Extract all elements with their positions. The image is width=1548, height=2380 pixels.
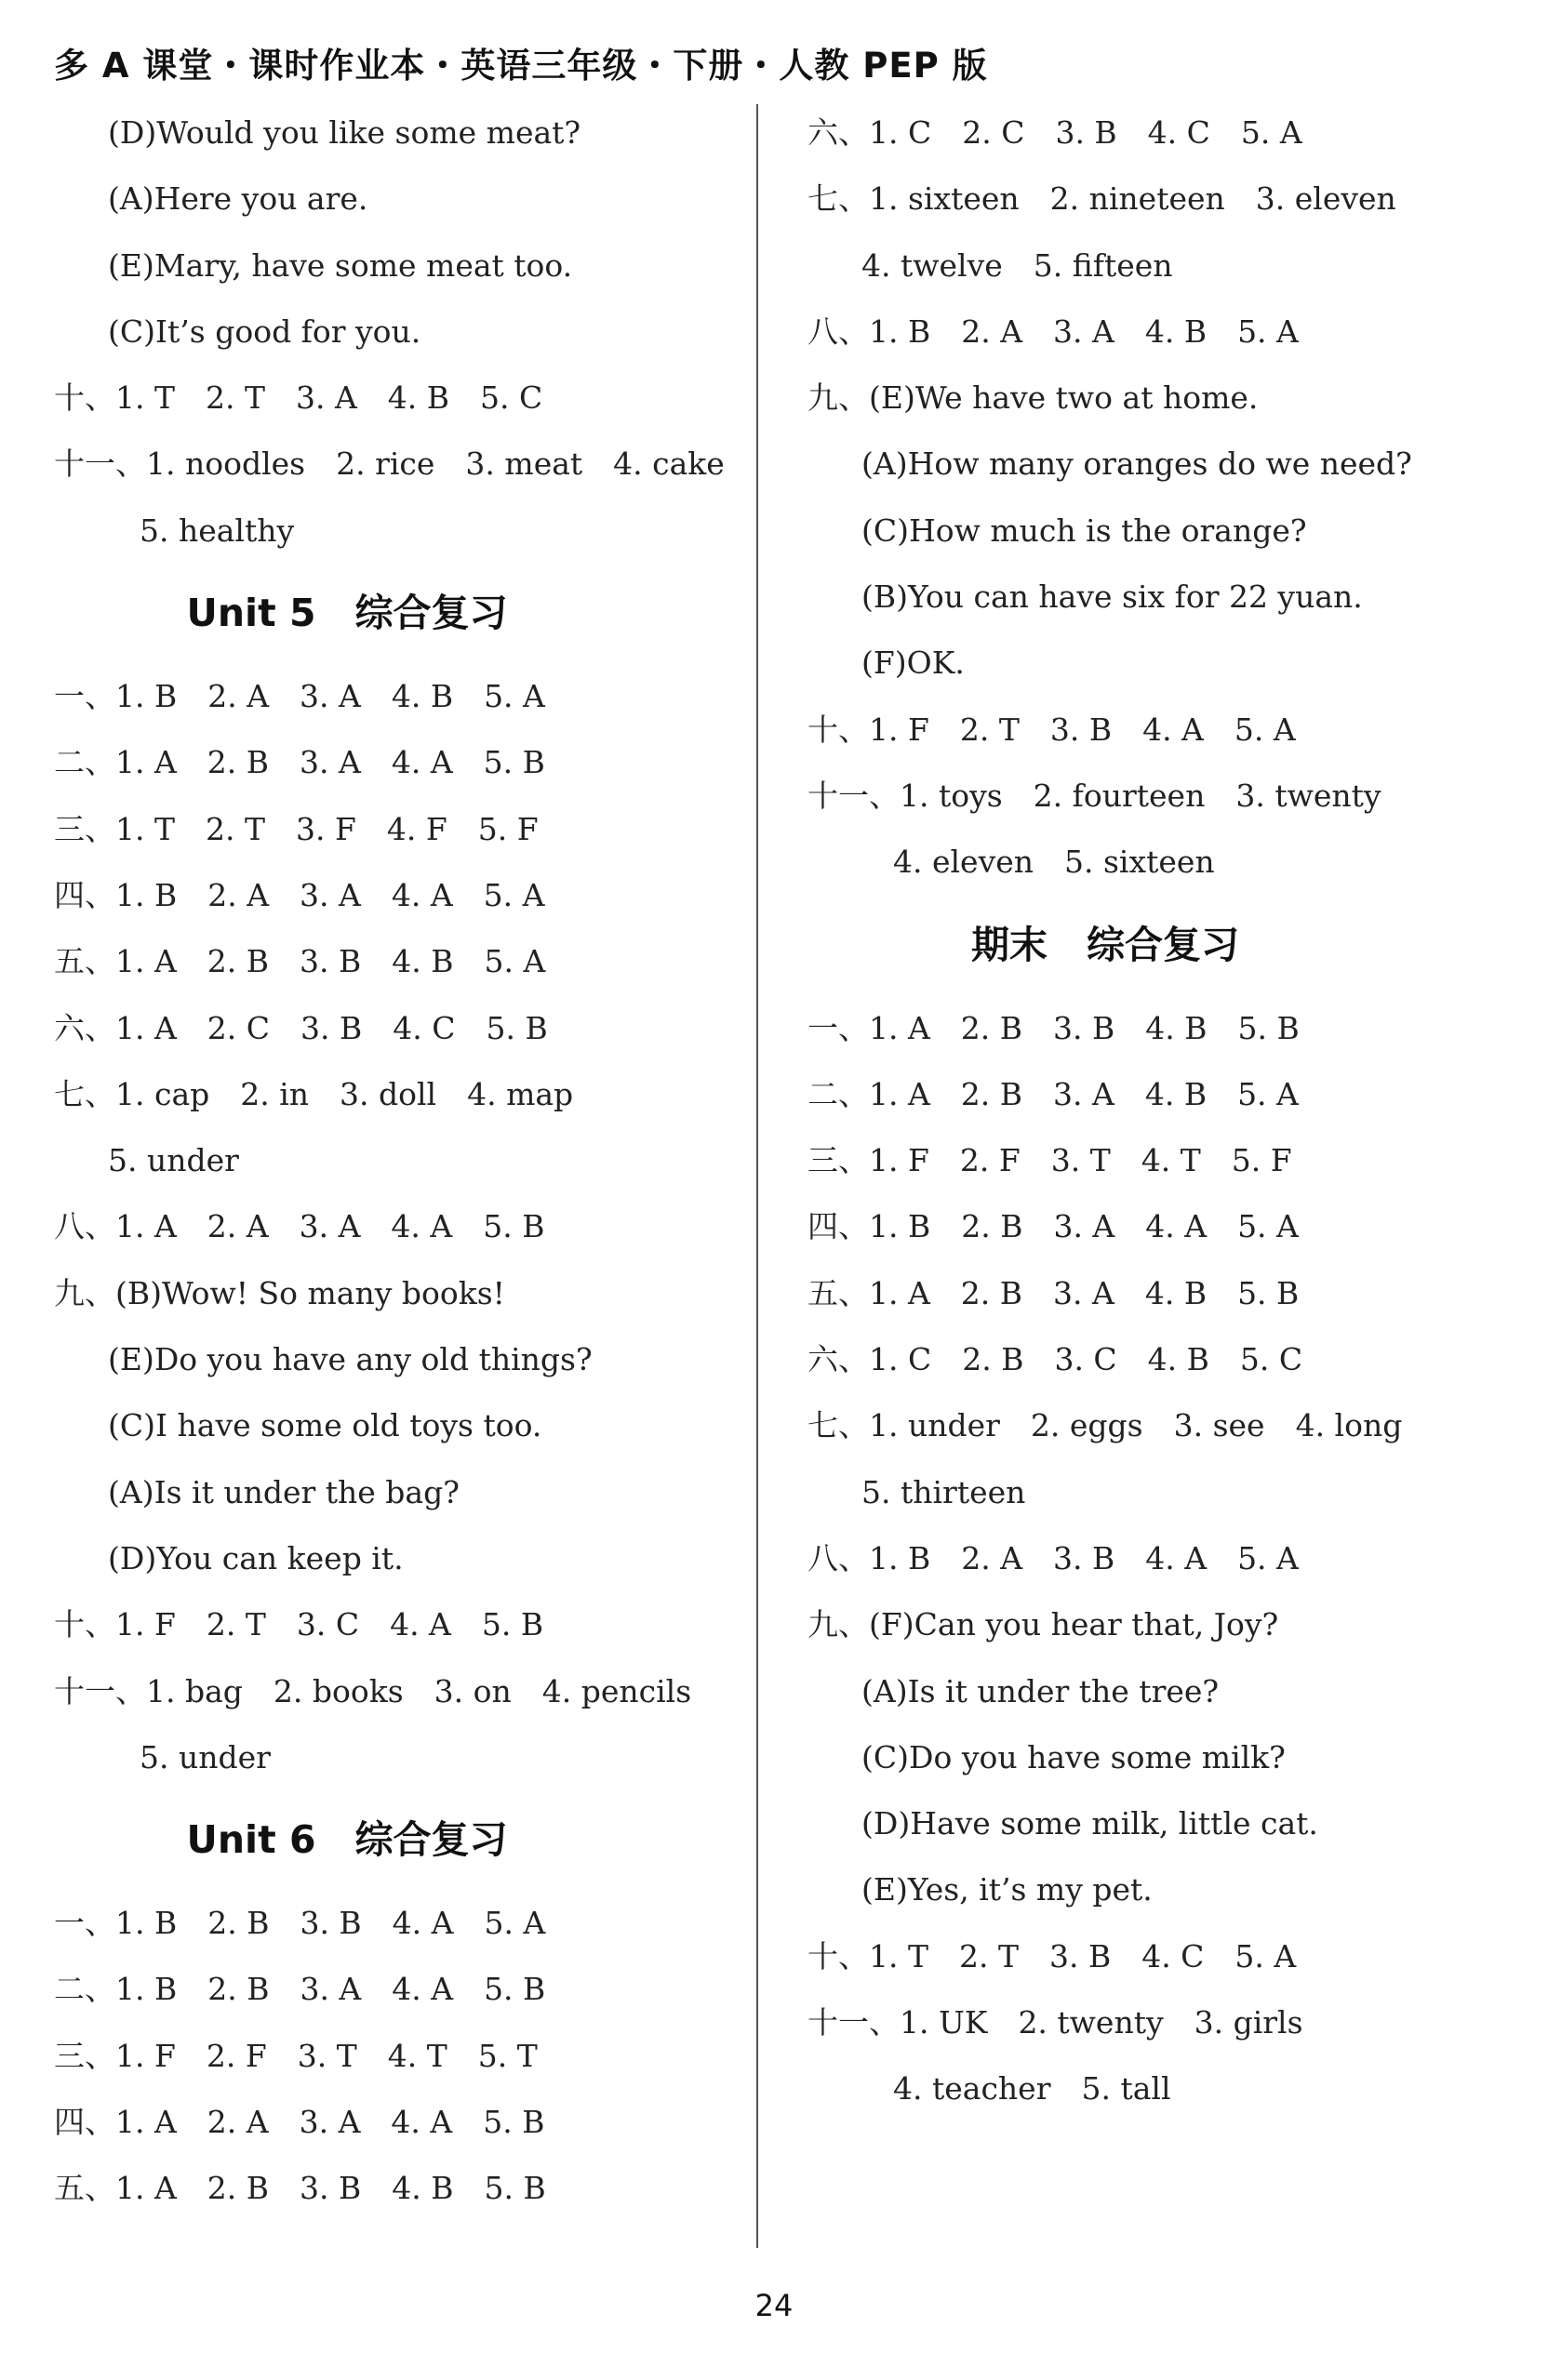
answer-line: 5. thirteen (861, 1473, 1026, 1510)
answer-line: 八、1. B 2. A 3. B 4. A 5. A (807, 1539, 1299, 1576)
answer-line: 七、1. cap 2. in 3. doll 4. map (54, 1075, 574, 1112)
answer-line: (A)Is it under the bag? (108, 1473, 460, 1510)
answer-line: 一、1. A 2. B 3. B 4. B 5. B (807, 1009, 1300, 1046)
answer-line: (D)Would you like some meat? (108, 114, 581, 151)
section-title-en: Unit 6 (186, 1817, 316, 1863)
answer-line: 三、1. F 2. F 3. T 4. T 5. T (54, 2037, 538, 2074)
section-title-zh: 综合复习 (354, 1817, 508, 1863)
answer-line: 五、1. A 2. B 3. B 4. B 5. A (54, 943, 546, 980)
answer-line: 十、1. F 2. T 3. C 4. A 5. B (54, 1606, 544, 1643)
answer-line: 二、1. A 2. B 3. A 4. A 5. B (54, 744, 545, 781)
answer-line: 九、(E)We have two at home. (807, 379, 1259, 417)
answer-line: 七、1. sixteen 2. nineteen 3. eleven (807, 180, 1396, 218)
section-title-b: 综合复习 (1087, 922, 1239, 967)
answer-line: (A)How many oranges do we need? (861, 445, 1412, 483)
answer-line: 4. teacher 5. tall (893, 2070, 1171, 2107)
answer-line: 八、1. A 2. A 3. A 4. A 5. B (54, 1208, 545, 1245)
answer-line: 六、1. C 2. B 3. C 4. B 5. C (807, 1341, 1303, 1378)
section-title-unit6 (54, 1790, 640, 1890)
answer-line: 4. twelve 5. fifteen (861, 246, 1173, 284)
answer-line: 四、1. B 2. A 3. A 4. A 5. A (54, 876, 545, 913)
answer-line: 九、(F)Can you hear that, Joy? (807, 1606, 1279, 1643)
answer-line: 八、1. B 2. A 3. A 4. B 5. A (807, 312, 1299, 350)
answer-line: (C)It’s good for you. (108, 312, 421, 350)
answer-line: (C)How much is the orange? (861, 512, 1307, 549)
section-title-unit5 (54, 564, 640, 663)
page-header: 多 A 课堂・课时作业本・英语三年级・下册・人教 PEP 版 (54, 46, 988, 86)
answer-line: (B)You can have six for 22 yuan. (861, 578, 1363, 616)
answer-line: 一、1. B 2. B 3. B 4. A 5. A (54, 1905, 546, 1942)
section-title-zh: 综合复习 (354, 591, 508, 636)
answer-line: 十、1. F 2. T 3. B 4. A 5. A (807, 711, 1296, 748)
answer-line: 五、1. A 2. B 3. A 4. B 5. B (807, 1274, 1300, 1311)
section-title-final (807, 896, 1403, 995)
answer-line: 四、1. B 2. B 3. A 4. A 5. A (807, 1208, 1299, 1245)
page-number: 24 (754, 2288, 794, 2323)
answer-line: 三、1. F 2. F 3. T 4. T 5. F (807, 1142, 1292, 1179)
answer-line: (D)Have some milk, little cat. (861, 1805, 1318, 1842)
answer-line: 十一、1. toys 2. fourteen 3. twenty (807, 777, 1381, 814)
answer-line: (E)Do you have any old things? (108, 1341, 593, 1378)
left-column (54, 100, 742, 2222)
answer-line: 十一、1. UK 2. twenty 3. girls (807, 2004, 1303, 2041)
answer-line: 十一、1. bag 2. books 3. on 4. pencils (54, 1672, 692, 1709)
answer-line: (E)Mary, have some meat too. (108, 246, 573, 284)
answer-line: (A)Here you are. (108, 180, 368, 218)
answer-line: 七、1. under 2. eggs 3. see 4. long (807, 1407, 1403, 1444)
answer-line: (A)Is it under the tree? (861, 1672, 1220, 1709)
answer-line: 4. eleven 5. sixteen (893, 844, 1215, 881)
answer-line: 五、1. A 2. B 3. B 4. B 5. B (54, 2170, 546, 2207)
answer-line: (E)Yes, it’s my pet. (861, 1871, 1153, 1908)
answer-line: 九、(B)Wow! So many books! (54, 1274, 505, 1311)
answer-line: 三、1. T 2. T 3. F 4. F 5. F (54, 810, 539, 847)
answer-line: 二、1. B 2. B 3. A 4. A 5. B (54, 1971, 546, 2008)
section-title-a: 期末 (971, 922, 1048, 967)
answer-line: 四、1. A 2. A 3. A 4. A 5. B (54, 2104, 545, 2141)
answer-line: (D)You can keep it. (108, 1539, 404, 1576)
answer-line: (C)I have some old toys too. (108, 1407, 542, 1444)
answer-line: 十、1. T 2. T 3. A 4. B 5. C (54, 379, 543, 417)
answer-line: 二、1. A 2. B 3. A 4. B 5. A (807, 1075, 1299, 1112)
section-title-en: Unit 5 (186, 591, 316, 636)
answer-line: 十一、1. noodles 2. rice 3. meat 4. cake (54, 445, 725, 483)
answer-line: 5. under (108, 1142, 239, 1179)
answer-line: 十、1. T 2. T 3. B 4. C 5. A (807, 1937, 1297, 1974)
answer-line: (F)OK. (861, 645, 965, 682)
column-divider (756, 104, 758, 2248)
answer-line: 六、1. C 2. C 3. B 4. C 5. A (807, 114, 1302, 151)
answer-line: 一、1. B 2. A 3. A 4. B 5. A (54, 678, 545, 715)
answer-line: 5. healthy (140, 512, 295, 549)
answer-line: 5. under (140, 1738, 271, 1775)
answer-line: (C)Do you have some milk? (861, 1738, 1286, 1775)
answer-line: 六、1. A 2. C 3. B 4. C 5. B (54, 1009, 548, 1046)
right-column (807, 100, 1524, 2122)
